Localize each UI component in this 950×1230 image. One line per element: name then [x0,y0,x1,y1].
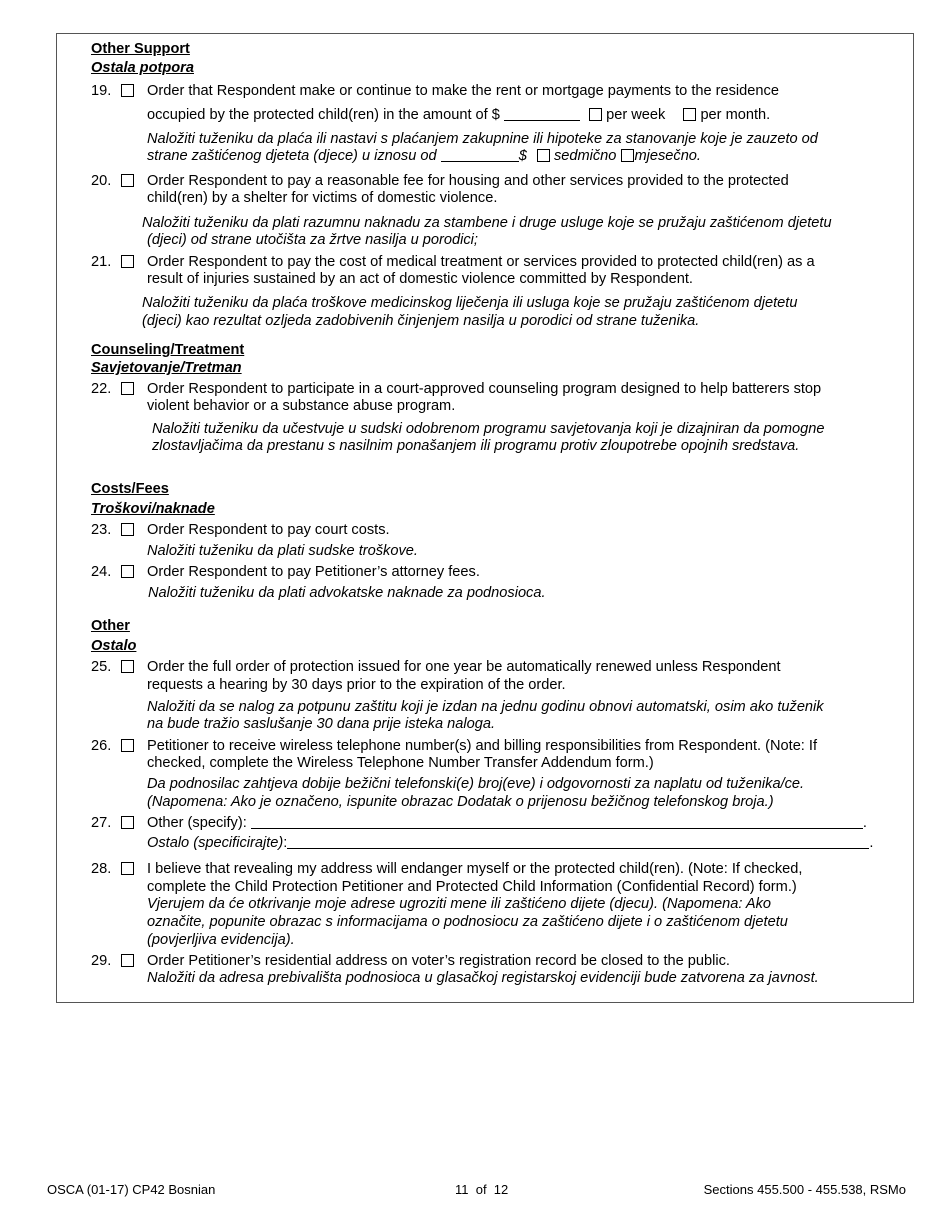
footer-page-number: 11 of 12 [455,1182,509,1197]
item-26-en-1: Petitioner to receive wireless telephone number(s) and billing responsibilities from Respondent. (Note: If [147,738,818,754]
item-21-bs-1: Naložiti tuženiku da plaća troškove medicinskog liječenja ili usluga koje se pružaju zaštićenom djetetu [142,295,798,311]
item-19-number: 19. [91,83,112,99]
item-29-en-1: Order Petitioner’s residential address on voter’s registration record be closed to the public. [147,953,730,969]
footer-statute: Sections 455.500 - 455.538, RSMo [703,1182,906,1197]
item-19-amount-field[interactable] [504,107,580,121]
section-title-costs-bs: Troškovi/naknade [91,501,215,517]
item-22-bs-2: zlostavljačima da prestanu s nasilnim ponašanjem ili programu protiv zloupotrebe opojnih sredstava. [152,438,800,454]
item-27-number: 27. [91,815,112,831]
item-27-bs-row [147,835,873,852]
item-20-bs-1: Naložiti tuženiku da plati razumnu naknadu za stambene i druge usluge koje se pružaju zaštićenom djetetu [142,215,832,231]
item-20-en-2: child(ren) by a shelter for victims of domestic violence. [147,190,498,206]
item-29-checkbox[interactable] [121,953,134,970]
item-23-en-1: Order Respondent to pay court costs. [147,522,390,538]
item-19-en-2-row [147,107,770,124]
item-25-en-2: requests a hearing by 30 days prior to the expiration of the order. [147,677,566,693]
item-19-en-1: Order that Respondent make or continue to make the rent or mortgage payments to the residence [147,83,779,99]
item-19-en-2: occupied by the protected child(ren) in the amount of $ [147,107,500,123]
item-28-en-2: complete the Child Protection Petitioner and Protected Child Information (Confidential Record) form.) [147,879,797,895]
item-23-number: 23. [91,522,112,538]
item-27-bs-other-field[interactable] [287,835,869,849]
item-19-per-month-checkbox[interactable] [683,108,696,121]
item-29-bs-1: Naložiti da adresa prebivališta podnosioca u glasačkoj registarskoj evidenciji bude zatvorena za javnost. [147,970,819,986]
item-23-bs-1: Naložiti tuženiku da plati sudske troškove. [147,543,418,559]
item-25-bs-1: Naložiti da se nalog za potpunu zaštitu koji je izdan na jednu godinu obnovi automatski, osim ako tuženik [147,699,824,715]
item-22-en-1: Order Respondent to participate in a court-approved counseling program designed to help batterers stop [147,381,822,397]
item-28-bs-2: označite, popunite obrazac s informacijama o podnosiocu za zaštićeno dijete i o zaštićenom djetetu [147,914,788,930]
footer-form-id: OSCA (01-17) CP42 Bosnian [47,1182,216,1197]
item-27-en-row [147,815,867,832]
item-20-en-1: Order Respondent to pay a reasonable fee for housing and other services provided to the protected [147,173,789,189]
item-25-number: 25. [91,659,112,675]
item-24-en-1: Order Respondent to pay Petitioner’s attorney fees. [147,564,480,580]
section-title-counseling: Counseling/Treatment [91,342,245,358]
item-26-checkbox[interactable] [121,738,134,755]
section-title-other-support-bs: Ostala potpora [91,60,194,76]
item-19-bs-monthly-label: mjesečno. [634,148,701,164]
item-21-en-2: result of injuries sustained by an act of domestic violence committed by Respondent. [147,271,693,287]
item-22-checkbox[interactable] [121,381,134,398]
item-27-checkbox[interactable] [121,815,134,832]
item-27-bs-period: . [869,835,874,851]
item-19-per-week-label: per week [606,107,666,123]
item-24-number: 24. [91,564,112,580]
item-19-per-month-label: per month. [700,107,771,123]
item-27-en-1: Other (specify): [147,815,247,831]
item-25-checkbox[interactable] [121,659,134,676]
item-19-bs-amount-field[interactable] [441,148,519,162]
item-27-other-field[interactable] [251,815,863,829]
item-25-bs-2: na bude tražio saslušanje 30 dana prije isteka naloga. [147,716,496,732]
item-26-number: 26. [91,738,112,754]
item-25-en-1: Order the full order of protection issued for one year be automatically renewed unless Respondent [147,659,781,675]
item-26-bs-1: Da podnosilac zahtjeva dobije bežični telefonski(e) broj(eve) i odgovornosti za naplatu od tuženika/ce. [147,776,805,792]
item-29-number: 29. [91,953,112,969]
item-22-number: 22. [91,381,112,397]
item-28-number: 28. [91,861,112,877]
item-19-bs-weekly-label: sedmično [553,148,617,164]
item-26-bs-2: (Napomena: Ako je označeno, ispunite obrazac Dodatak o prijenosu bežičnog telefonskog broja.) [147,794,774,810]
item-19-checkbox[interactable] [121,83,134,100]
item-26-en-2: checked, complete the Wireless Telephone Number Transfer Addendum form.) [147,755,654,771]
section-title-other-support: Other Support [91,41,190,57]
item-24-checkbox[interactable] [121,564,134,581]
section-title-costs: Costs/Fees [91,481,169,497]
item-24-bs-1: Naložiti tuženiku da plati advokatske naknade za podnosioca. [148,585,546,601]
item-27-bs-colon: : [283,835,288,851]
item-21-bs-2: (djeci) kao rezultat ozljeda zadobivenih činjenjem nasilja u porodici od strane tuženika. [142,313,700,329]
section-title-other-bs: Ostalo [91,638,137,654]
item-19-bs-1: Naložiti tuženiku da plaća ili nastavi s plaćanjem zakupnine ili hipoteke za stanovanje koje je zauzeto od [147,131,818,147]
item-28-en-1: I believe that revealing my address will endanger myself or the protected child(ren). (Note: If checked, [147,861,803,877]
section-title-counseling-bs: Savjetovanje/Tretman [91,360,242,376]
item-19-bs-2-row [147,148,701,165]
item-28-bs-1: Vjerujem da će otkrivanje moje adrese ugroziti mene ili zaštićeno dijete (djecu). (Napomena: Ako [147,896,772,912]
item-27-period: . [862,815,867,831]
item-21-checkbox[interactable] [121,254,134,271]
item-19-bs-2: strane zaštićenog djeteta (djece) u iznosu od [147,148,437,164]
item-23-checkbox[interactable] [121,522,134,539]
item-19-bs-weekly-checkbox[interactable] [537,149,550,162]
section-title-other: Other [91,618,130,634]
item-21-number: 21. [91,254,112,270]
item-21-en-1: Order Respondent to pay the cost of medical treatment or services provided to protected child(ren) as a [147,254,815,270]
item-27-bs-1: Ostalo (specificirajte) [147,835,284,851]
item-22-en-2: violent behavior or a substance abuse program. [147,398,456,414]
item-20-number: 20. [91,173,112,189]
item-19-bs-monthly-checkbox[interactable] [621,149,634,162]
item-19-bs-dollar: $ [518,148,527,164]
item-19-per-week-checkbox[interactable] [589,108,602,121]
item-28-bs-3: (povjerljiva evidencija). [147,932,295,948]
item-28-checkbox[interactable] [121,861,134,878]
item-20-checkbox[interactable] [121,173,134,190]
item-22-bs-1: Naložiti tuženiku da učestvuje u sudski odobrenom programu savjetovanja koji je dizajniran da pomogne [152,421,825,437]
item-20-bs-2: (djeci) od strane utočišta za žrtve nasilja u porodici; [147,232,478,248]
